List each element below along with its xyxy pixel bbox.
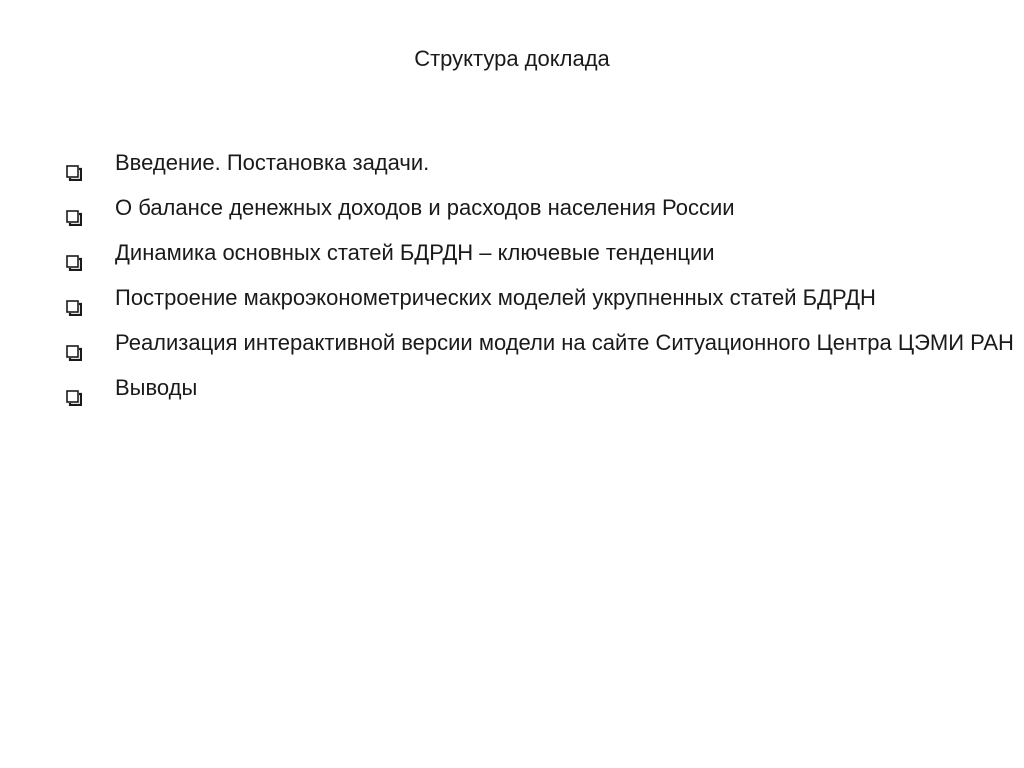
checkbox-square-icon [66,154,82,170]
agenda-item-text: Построение макроэконометрических моделей укрупненных статей БДРДН [115,285,876,310]
agenda-item [66,188,1016,227]
agenda-item-text: Динамика основных статей БДРДН – ключевые тенденции [115,240,715,265]
checkbox-square-icon [66,289,82,305]
checkbox-square-icon [66,379,82,395]
slide-title: Структура доклада [414,46,610,71]
agenda-item-text: Выводы [115,375,198,400]
agenda-item-text: Введение. Постановка задачи. [115,150,430,175]
agenda-item [66,143,1016,182]
agenda-list [66,143,1016,413]
agenda-item-text: О балансе денежных доходов и расходов населения России [115,195,735,220]
checkbox-square-icon [66,199,82,215]
agenda-item-text: Реализация интерактивной версии модели на сайте Ситуационного Центра ЦЭМИ РАН [115,330,1014,355]
agenda-item [66,278,1016,317]
checkbox-square-icon [66,334,82,350]
agenda-item [66,368,1016,407]
checkbox-square-icon [66,244,82,260]
agenda-item [66,233,1016,272]
agenda-item [66,323,1016,362]
